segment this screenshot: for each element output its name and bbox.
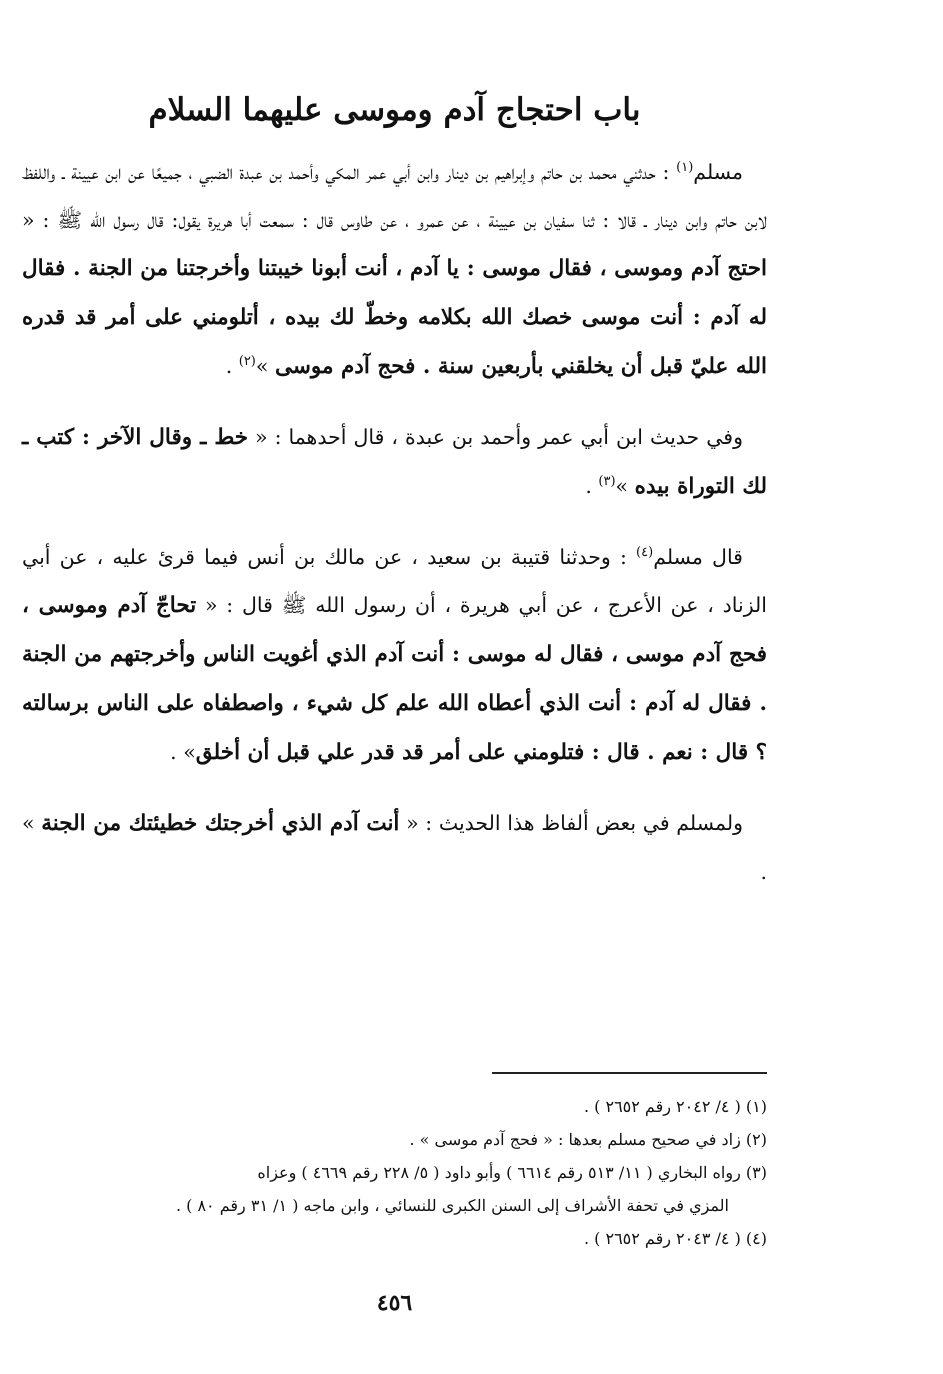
p3-text-3: » . bbox=[170, 740, 196, 764]
footnote-ref-1: (١) bbox=[676, 160, 694, 176]
p4-hadith-text: أنت آدم الذي أخرجتك خطيئتك من الجنة bbox=[41, 811, 400, 836]
p3-text-2: : وحدثنا قتيبة بن سعيد ، عن مالك بن أنس فيما قرئ عليه ، عن أبي الزناد ، عن الأعرج ، عن أبي هريرة ، أن رسول الله ﷺ قال : « bbox=[22, 545, 767, 617]
p2-text-3: . bbox=[585, 474, 599, 498]
p1-hadith-text: احتج آدم وموسى ، فقال موسى : يا آدم ، أنت أبونا خيبتنا وأخرجتنا من الجنة . فقال له آدم : أنت موسى خصك الله بكلامه وخطّ لك بيده ، أتلومني على أمر قد قدره الله عليّ قبل أن يخلقني بأربعين سنة . فحج آدم موسى bbox=[22, 256, 767, 379]
footnote-ref-3: (٣) bbox=[598, 474, 616, 490]
p2-hadith-text: خط ـ وقال الآخر : كتب ـ لك التوراة بيده bbox=[22, 425, 767, 499]
paragraph-1 bbox=[22, 148, 767, 391]
footnote-4: (٤) ( ٤/ ٢٠٤٣ رقم ٢٦٥٢ ) . bbox=[583, 1229, 767, 1248]
p3-text-1: قال مسلم bbox=[653, 545, 743, 569]
p4-text-1: ولمسلم في بعض ألفاظ هذا الحديث : « bbox=[399, 811, 744, 835]
paragraph-3 bbox=[22, 533, 767, 777]
footnote-ref-4: (٤) bbox=[636, 545, 654, 561]
p4-text-2: » . bbox=[22, 811, 767, 884]
paragraph-2 bbox=[22, 413, 767, 511]
p1-text-1: مسلم bbox=[693, 160, 743, 184]
footnote-3-continued: المزي في تحفة الأشراف إلى السنن الكبرى للنسائي ، وابن ماجه ( ١/ ٣١ رقم ٨٠ ) . bbox=[175, 1196, 729, 1215]
p3-hadith-text: تحاجّ آدم وموسى ، فحج آدم موسى ، فقال له موسى : أنت آدم الذي أغويت الناس وأخرجتهم من الجنة . فقال له آدم : أنت الذي أعطاه الله علم كل شيء ، واصطفاه على الناس برسالته ؟ قال : نعم . قال : فتلومني على أمر قد قدر علي قبل أن أخلق bbox=[22, 593, 767, 765]
footnote-2: (٢) زاد في صحيح مسلم بعدها : « فحج آدم موسى » . bbox=[409, 1130, 767, 1149]
p2-text-1: وفي حديث ابن أبي عمر وأحمد بن عبدة ، قال أحدهما : « bbox=[248, 425, 744, 449]
chapter-title: باب احتجاج آدم وموسى عليهما السلام bbox=[148, 92, 641, 128]
footnotes bbox=[22, 1090, 767, 1255]
p1-text-3: » bbox=[255, 354, 275, 378]
footnote-ref-2: (٢) bbox=[238, 354, 256, 370]
p2-text-2: » bbox=[615, 474, 635, 498]
document-page bbox=[22, 90, 767, 1350]
page-number: ٤٥٦ bbox=[376, 1290, 413, 1316]
p1-text-2: : حدثني محمد بن حاتم وإبراهيم بن دينار وابن أبي عمر المكي وأحمد بن عبدة الضبي ، جميعًا عن ابن عيينة ـ واللفظ لابن حاتم وابن دينار ـ قالا : ثنا سفيان بن عيينة ، عن عمرو ، عن طاوس قال : سمعت أبا هريرة يقول: قال رسول الله ﷺ : « bbox=[22, 160, 767, 232]
footnote-1: (١) ( ٤/ ٢٠٤٢ رقم ٢٦٥٢ ) . bbox=[583, 1097, 767, 1116]
paragraph-4 bbox=[22, 799, 767, 896]
p1-text-4: . bbox=[225, 354, 239, 378]
footnote-3: (٣) رواه البخاري ( ١١/ ٥١٣ رقم ٦٦١٤ ) وأبو داود ( ٥/ ٢٢٨ رقم ٤٦٦٩ ) وعزاه bbox=[257, 1163, 767, 1182]
footnote-divider bbox=[492, 1072, 767, 1074]
